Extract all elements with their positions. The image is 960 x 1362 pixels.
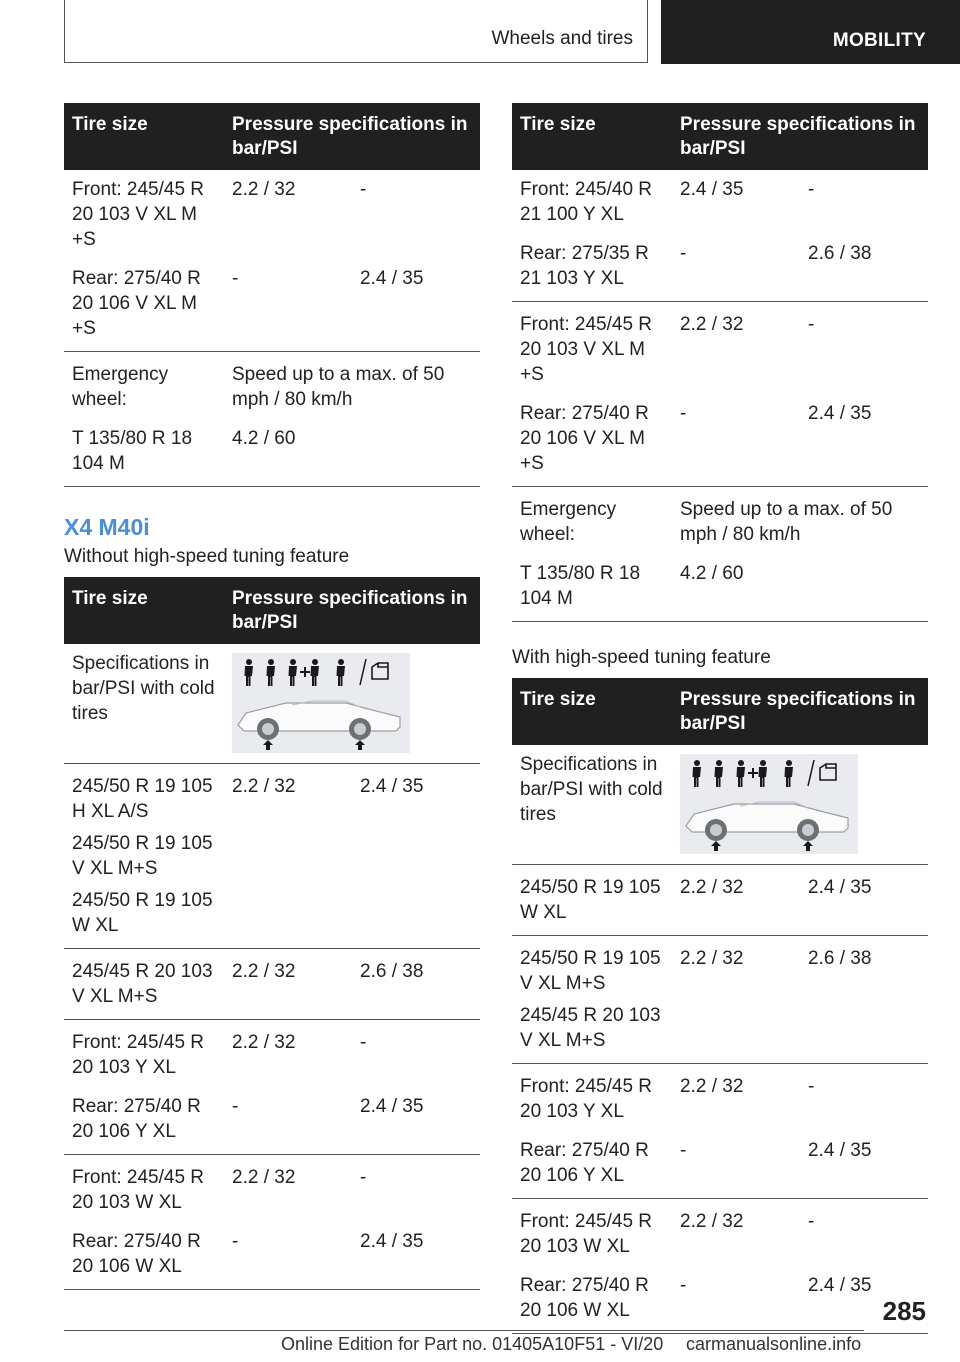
table-row (512, 553, 928, 622)
emergency-tire-size: T 135/80 R 18 104 M (512, 553, 672, 622)
tire-size-line: 245/50 R 19 105 H XL A/S (72, 776, 213, 822)
pressure-cell: 2.6 / 38 (352, 949, 480, 1020)
pressure-cell: - (360, 1032, 367, 1053)
table-row (64, 352, 480, 419)
pressure-cell: 2.4 / 35 (352, 258, 480, 352)
pressure-cell: - (224, 1221, 352, 1290)
table-row (512, 302, 928, 394)
tire-size-cell: Front: 245/45 R 20 103 Y XL (72, 1032, 205, 1078)
table-header-row (64, 103, 480, 170)
table-row (512, 1265, 928, 1334)
tire-pressure-table-x4-m40i-upper (64, 103, 480, 487)
table-row (64, 418, 480, 487)
emergency-wheel-label: Emergency wheel: (520, 499, 617, 545)
spec-label: Specifications in bar/PSI with cold tires (64, 644, 224, 764)
table-row (512, 1130, 928, 1199)
pressure-cell: - (672, 1265, 800, 1334)
table-row (512, 233, 928, 302)
tire-size-cell: Front: 245/45 R 20 103 W XL (520, 1211, 653, 1257)
chapter-tab (661, 0, 960, 64)
tire-size-line: 245/50 R 19 105 W XL (72, 890, 213, 936)
table-row (64, 644, 480, 764)
table-row (512, 865, 928, 936)
header-section-box (64, 0, 648, 63)
tire-size-cell: Rear: 275/40 R 20 106 V XL M +S (64, 258, 224, 352)
pressure-cell: 2.4 / 35 (800, 393, 928, 487)
pressure-cell: 2.2 / 32 (224, 764, 352, 949)
tire-size-cell: 245/45 R 20 103 V XL M+S (64, 949, 224, 1020)
page-number: 285 (882, 1296, 926, 1326)
pressure-cell: 2.6 / 38 (800, 233, 928, 302)
tire-size-line: 245/50 R 19 105 V XL M+S (520, 948, 661, 994)
pressure-cell: - (808, 179, 815, 200)
tire-size-cell: Front: 245/45 R 20 103 V XL M +S (520, 314, 653, 385)
chapter-title: MOBILITY (832, 30, 926, 51)
table-header-row (64, 577, 480, 644)
header-tire-size: Tire size (64, 577, 224, 644)
table-row (64, 1086, 480, 1155)
tire-size-cell: Rear: 275/40 R 20 106 W XL (64, 1221, 224, 1290)
car-load-illustration (232, 653, 410, 753)
pressure-cell: 2.4 / 35 (800, 1265, 928, 1334)
pressure-cell: 2.2 / 32 (680, 314, 744, 335)
subtitle-without-tuning: Without high-speed tuning feature (64, 546, 350, 567)
pressure-cell: - (224, 1086, 352, 1155)
tire-size-cell: Front: 245/45 R 20 103 Y XL (520, 1076, 653, 1122)
header-pressure: Pressure specifications in bar/PSI (224, 577, 480, 644)
pressure-cell: 2.2 / 32 (224, 949, 352, 1020)
car-load-icon (232, 653, 410, 753)
pressure-cell: - (672, 1130, 800, 1199)
pressure-cell: 2.6 / 38 (800, 936, 928, 1064)
car-load-icon (680, 754, 858, 854)
left-column (64, 103, 480, 1290)
header-tire-size: Tire size (512, 678, 672, 745)
table-row (64, 170, 480, 258)
tire-size-cell (512, 936, 672, 1064)
emergency-tire-size: T 135/80 R 18 104 M (64, 418, 224, 487)
pressure-cell: - (360, 179, 367, 200)
table-row (64, 1020, 480, 1087)
pressure-cell: - (808, 1076, 815, 1097)
pressure-cell: 2.2 / 32 (672, 865, 800, 936)
edition-text: Online Edition for Part no. 01405A10F51 - VI/20 (281, 1334, 664, 1354)
table-header-row (512, 103, 928, 170)
table-row (512, 936, 928, 1064)
spec-label: Specifications in bar/PSI with cold tires (512, 745, 672, 865)
header-pressure: Pressure specifications in bar/PSI (672, 678, 928, 745)
model-title: X4 M40i (64, 514, 150, 540)
tire-size-cell: Rear: 275/40 R 20 106 V XL M +S (512, 393, 672, 487)
pressure-cell: 2.4 / 35 (352, 1086, 480, 1155)
pressure-cell: - (672, 233, 800, 302)
pressure-cell: 2.2 / 32 (232, 1167, 296, 1188)
emergency-speed-note: Speed up to a max. of 50 mph / 80 km/h (232, 364, 445, 410)
tire-size-line: 245/45 R 20 103 V XL M+S (520, 1005, 661, 1051)
table-header-row (512, 678, 928, 745)
emergency-pressure: 4.2 / 60 (224, 418, 480, 487)
table-row (64, 258, 480, 352)
right-column (512, 103, 928, 1334)
pressure-cell: 2.2 / 32 (672, 936, 800, 1064)
subtitle-with-tuning: With high-speed tuning feature (512, 647, 771, 668)
section-title: Wheels and tires (491, 28, 633, 49)
load-illustration-cell (672, 745, 928, 865)
tire-pressure-table-with-tuning (512, 678, 928, 1334)
pressure-cell: 2.4 / 35 (800, 1130, 928, 1199)
tire-size-cell (64, 764, 224, 949)
pressure-cell: - (360, 1167, 367, 1188)
table-row (512, 487, 928, 554)
pressure-cell: - (672, 393, 800, 487)
pressure-cell: 2.2 / 32 (232, 1032, 296, 1053)
header-tire-size: Tire size (512, 103, 672, 170)
car-load-illustration (680, 754, 858, 854)
pressure-cell: 2.4 / 35 (680, 179, 744, 200)
header-tire-size: Tire size (64, 103, 224, 170)
tire-size-cell: Front: 245/45 R 20 103 W XL (72, 1167, 205, 1213)
footer-divider (64, 1330, 864, 1331)
tire-size-cell: Front: 245/40 R 21 100 Y XL (520, 179, 653, 225)
tire-size-cell: 245/50 R 19 105 W XL (512, 865, 672, 936)
tire-pressure-table-without-tuning (64, 577, 480, 1290)
watermark-text: carmanualsonline.info (686, 1334, 862, 1354)
table-row (64, 764, 480, 949)
pressure-cell: 2.2 / 32 (680, 1076, 744, 1097)
header-pressure: Pressure specifications in bar/PSI (224, 103, 480, 170)
load-illustration-cell (224, 644, 480, 764)
table-row (64, 1221, 480, 1290)
pressure-cell: 2.2 / 32 (680, 1211, 744, 1232)
tire-size-cell: Rear: 275/40 R 20 106 Y XL (64, 1086, 224, 1155)
pressure-cell: 2.2 / 32 (232, 179, 296, 200)
tire-size-cell: Rear: 275/40 R 20 106 Y XL (512, 1130, 672, 1199)
table-row (512, 1199, 928, 1266)
table-row (512, 745, 928, 865)
pressure-cell: - (224, 258, 352, 352)
table-row (512, 393, 928, 487)
tire-size-cell: Rear: 275/35 R 21 103 Y XL (512, 233, 672, 302)
emergency-pressure: 4.2 / 60 (672, 553, 928, 622)
tire-pressure-table-upper-right (512, 103, 928, 622)
table-row (512, 170, 928, 233)
pressure-cell: 2.4 / 35 (800, 865, 928, 936)
emergency-wheel-label: Emergency wheel: (72, 364, 169, 410)
pressure-cell: - (808, 1211, 815, 1232)
table-row (64, 1155, 480, 1222)
pressure-cell: 2.4 / 35 (352, 1221, 480, 1290)
tire-size-cell: Rear: 275/40 R 20 106 W XL (512, 1265, 672, 1334)
emergency-speed-note: Speed up to a max. of 50 mph / 80 km/h (680, 499, 893, 545)
tire-size-line: 245/50 R 19 105 V XL M+S (72, 833, 213, 879)
tire-size-cell: Front: 245/45 R 20 103 V XL M +S (72, 179, 205, 250)
pressure-cell: 2.4 / 35 (352, 764, 480, 949)
header-pressure: Pressure specifications in bar/PSI (672, 103, 928, 170)
table-row (512, 1064, 928, 1131)
table-row (64, 949, 480, 1020)
pressure-cell: - (808, 314, 815, 335)
